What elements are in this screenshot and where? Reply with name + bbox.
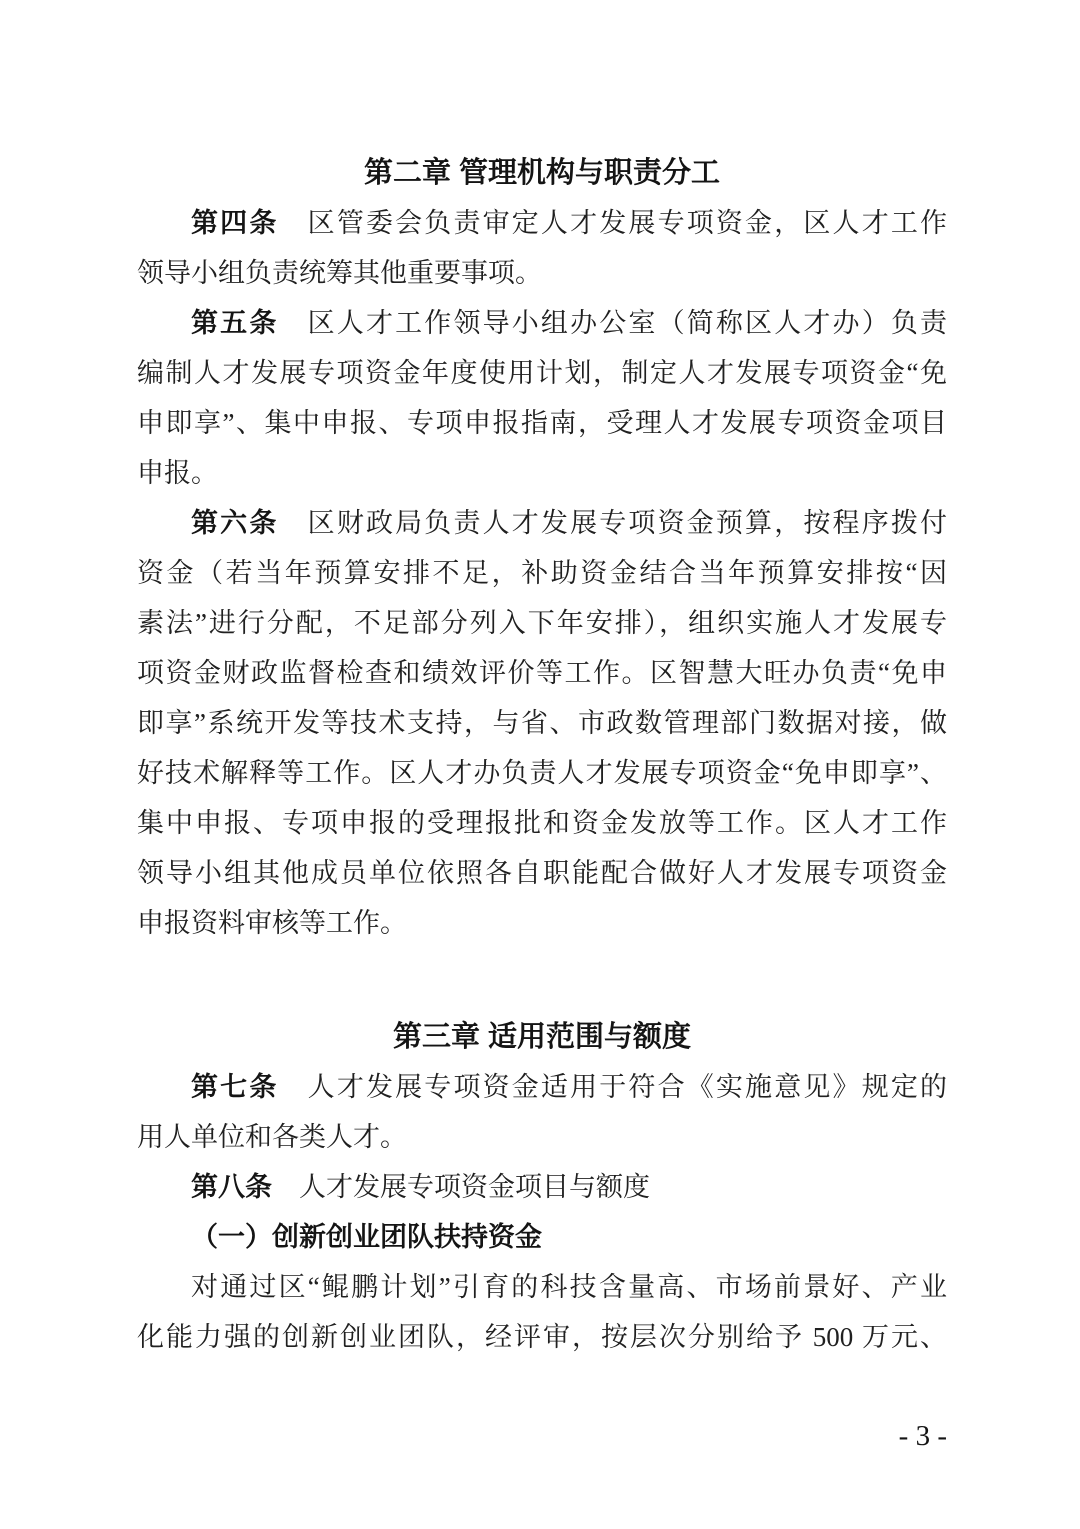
line-text: 集中申报、专项申报的受理报批和资金发放等工作。区人才工作 bbox=[137, 808, 947, 838]
page-number: - 3 - bbox=[898, 1420, 947, 1452]
text-line bbox=[137, 798, 947, 848]
line-text: 申报。 bbox=[137, 458, 218, 488]
line-text: 化能力强的创新创业团队，经评审，按层次分别给予 500 万元、 bbox=[137, 1322, 947, 1352]
line-text: 区管委会负责审定人才发展专项资金，区人才工作 bbox=[307, 208, 948, 238]
text-line bbox=[137, 898, 947, 948]
line-text: 人才发展专项资金项目与额度 bbox=[299, 1172, 650, 1202]
text-line bbox=[137, 748, 947, 798]
line-text: 用人单位和各类人才。 bbox=[137, 1122, 407, 1152]
line-text: 人才发展专项资金适用于符合《实施意见》规定的 bbox=[307, 1072, 948, 1102]
line-text: 对通过区“鲲鹏计划”引育的科技含量高、市场前景好、产业 bbox=[191, 1272, 947, 1302]
line-text: （一）创新创业团队扶持资金 bbox=[191, 1222, 542, 1252]
line-text: 资金（若当年预算安排不足，补助资金结合当年预算安排按“因 bbox=[137, 558, 947, 588]
text-line bbox=[137, 448, 947, 498]
text-line bbox=[137, 1162, 947, 1212]
text-line bbox=[137, 648, 947, 698]
line-text: 第二章 管理机构与职责分工 bbox=[363, 157, 721, 189]
article-number: 第八条 bbox=[191, 1172, 272, 1202]
document-body bbox=[137, 148, 947, 1362]
line-text: 申报资料审核等工作。 bbox=[137, 908, 407, 938]
article-number: 第六条 bbox=[191, 508, 279, 538]
line-text: 区财政局负责人才发展专项资金预算，按程序拨付 bbox=[307, 508, 948, 538]
line-text: 好技术解释等工作。区人才办负责人才发展专项资金“免申即享”、 bbox=[137, 758, 947, 788]
text-line bbox=[137, 298, 947, 348]
text-line bbox=[137, 1112, 947, 1162]
line-text: 区人才工作领导小组办公室（简称区人才办）负责 bbox=[307, 308, 948, 338]
line-text: 素法”进行分配，不足部分列入下年安排），组织实施人才发展专 bbox=[137, 608, 947, 638]
text-line bbox=[137, 198, 947, 248]
line-text: 领导小组负责统筹其他重要事项。 bbox=[137, 258, 542, 288]
line-text: 编制人才发展专项资金年度使用计划，制定人才发展专项资金“免 bbox=[137, 358, 947, 388]
text-line bbox=[137, 848, 947, 898]
text-line bbox=[137, 348, 947, 398]
chapter-heading bbox=[137, 1012, 947, 1062]
text-line bbox=[137, 1212, 947, 1262]
text-line bbox=[137, 698, 947, 748]
text-line bbox=[137, 1262, 947, 1312]
article-number: 第四条 bbox=[191, 208, 279, 238]
text-line bbox=[137, 398, 947, 448]
line-text: 第三章 适用范围与额度 bbox=[392, 1021, 692, 1053]
text-line bbox=[137, 248, 947, 298]
article-number: 第七条 bbox=[191, 1072, 279, 1102]
line-text: 申即享”、集中申报、专项申报指南，受理人才发展专项资金项目 bbox=[137, 408, 947, 438]
text-line bbox=[137, 1312, 947, 1362]
chapter-heading bbox=[137, 148, 947, 198]
article-number: 第五条 bbox=[191, 308, 279, 338]
text-line bbox=[137, 548, 947, 598]
text-line bbox=[137, 1062, 947, 1112]
text-line bbox=[137, 598, 947, 648]
line-text: 即享”系统开发等技术支持，与省、市政数管理部门数据对接，做 bbox=[137, 708, 947, 738]
text-line bbox=[137, 498, 947, 548]
line-text: 领导小组其他成员单位依照各自职能配合做好人才发展专项资金 bbox=[137, 858, 947, 888]
line-text: 项资金财政监督检查和绩效评价等工作。区智慧大旺办负责“免申 bbox=[137, 658, 947, 688]
